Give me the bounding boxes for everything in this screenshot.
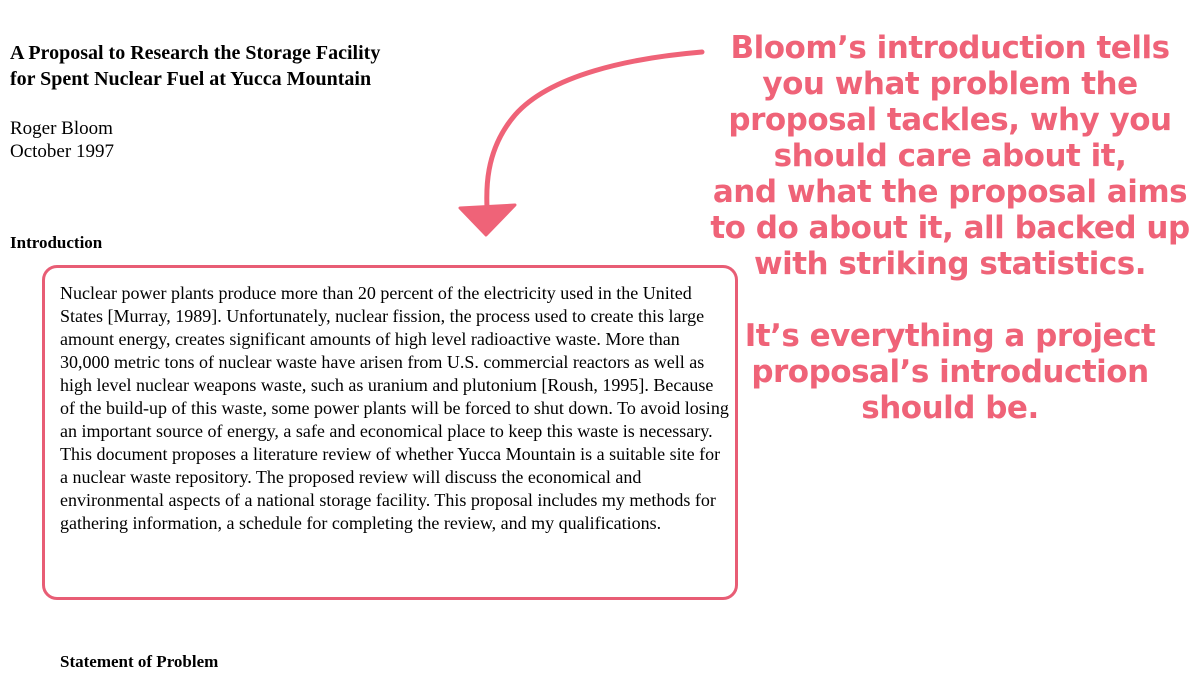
callout-line: Bloom’s introduction tells: [730, 30, 1170, 66]
curved-arrow-icon: [440, 40, 710, 250]
callout-line: and what the proposal aims: [712, 174, 1188, 210]
callout-line: to do about it, all backed up: [710, 210, 1190, 246]
author-name: Roger Bloom: [10, 118, 113, 139]
document-title-line-2: for Spent Nuclear Fuel at Yucca Mountain: [10, 68, 372, 90]
document-date: October 1997: [10, 141, 114, 162]
callout-line: should care about it,: [773, 138, 1127, 174]
problem-statement-heading: Statement of Problem: [60, 652, 219, 671]
callout-line: should be.: [861, 390, 1039, 426]
callout-line: you what problem the: [762, 66, 1138, 102]
callout-line: with striking statistics.: [753, 246, 1147, 282]
document-meta: [10, 117, 114, 163]
callout-line: proposal’s introduction: [751, 354, 1149, 390]
callout-line: It’s everything a project: [744, 318, 1156, 354]
introduction-paragraph: Nuclear power plants produce more than 20 percent of the electricity used in the United States [Murray, 1989]. Unfortunately, nuclear fission, the process used to create this large amount energy, creates significant amounts of high level radioactive waste. More than 30,000 metric tons of nuclear waste have arisen from U.S. commercial reactors as well as high level nuclear weapons waste, such as uranium and plutonium [Roush, 1995]. Because of the build-up of this waste, some power plants will be forced to shut down. To avoid losing an important source of energy, a safe and economical place to keep this waste is necessary. This document proposes a literature review of whether Yucca Mountain is a suitable site for a nuclear waste repository. The proposed review will discuss the economical and environmental aspects of a national storage facility. This proposal includes my methods for gathering information, a schedule for completing the review, and my qualifications.: [60, 283, 729, 533]
introduction-heading: Introduction: [10, 233, 103, 252]
callout-spacer: [710, 282, 1190, 318]
document-title-line-1: A Proposal to Research the Storage Facility: [10, 42, 381, 64]
annotation-callout: [710, 30, 1190, 426]
callout-line: proposal tackles, why you: [728, 102, 1172, 138]
